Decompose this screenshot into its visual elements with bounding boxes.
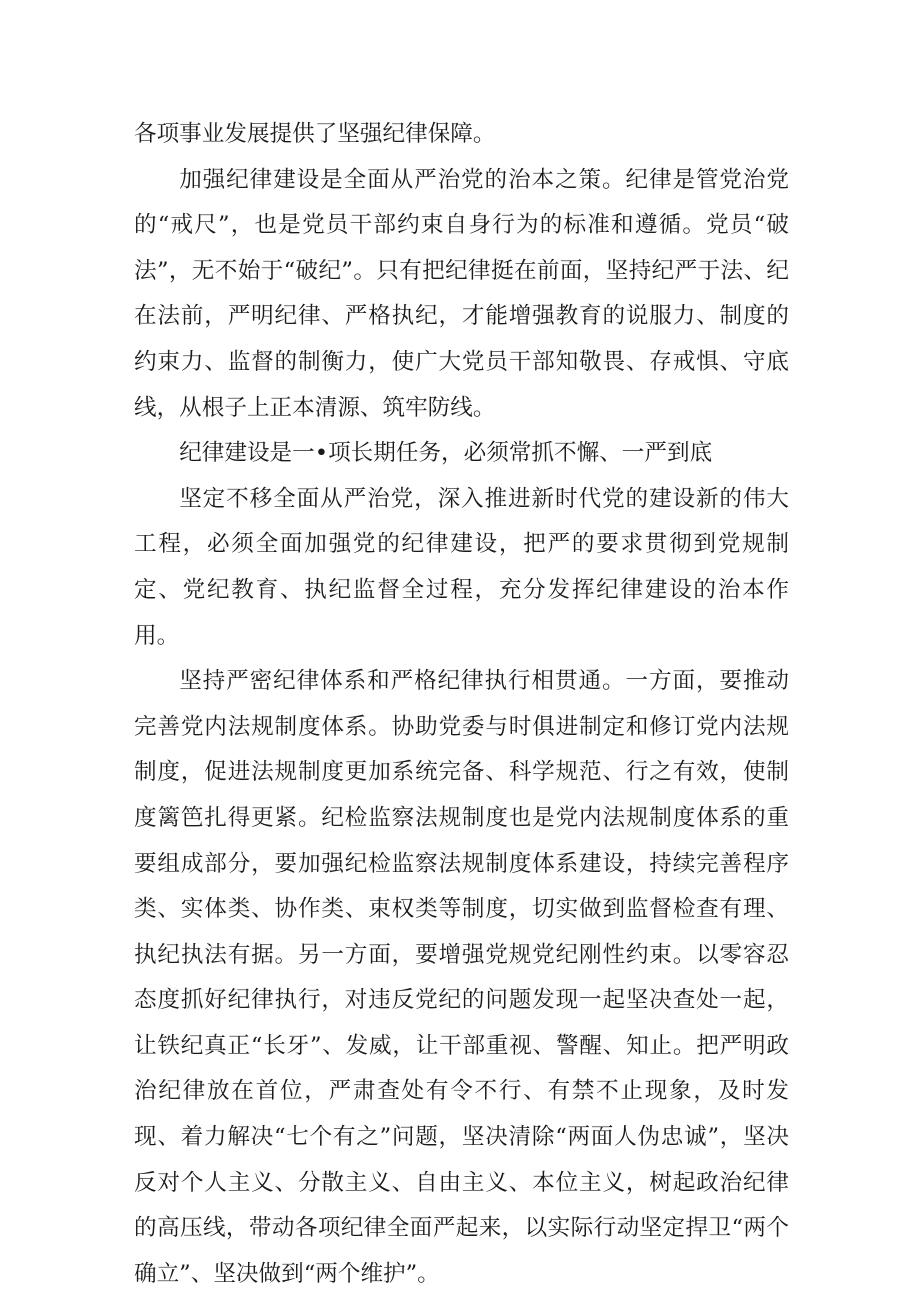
paragraph-discipline-policy: 加强纪律建设是全面从严治党的治本之策。纪律是管党治党的“戒尺”，也是党员干部约束自身行为的标准和遵循。党员“破法”，无不始于“破纪”。只有把纪律挺在前面，坚持纪严于法、纪在法前，严明纪律、严格执纪，才能增强教育的说服力、制度的约束力、监督的制衡力，使广大党员干部知敬畏、存戒惧、守底线，从根子上正本清源、筑牢防线。 xyxy=(134,166,789,421)
paragraph-party-building: 坚定不移全面从严治党，深入推进新时代党的建设新的伟大工程，必须全面加强党的纪律建设，把严的要求贯彻到党规制定、党纪教育、执纪监督全过程，充分发挥纪律建设的治本作用。 xyxy=(134,485,789,649)
paragraph-continuation: 各项事业发展提供了坚强纪律保障。 xyxy=(134,121,496,147)
section-heading: 纪律建设是一•项长期任务，必须常抓不懈、一严到底 xyxy=(179,440,713,467)
paragraph-discipline-system: 坚持严密纪律体系和严格纪律执行相贯通。一方面，要推动完善党内法规制度体系。协助党委与时俱进制定和修订党内法规制度，促进法规制度更加系统完备、科学规范、行之有效，使制度篱笆扎得更紧。纪检监察法规制度也是党内法规制度体系的重要组成部分，要加强纪检监察法规制度体系建设，持续完善程序类、实体类、协作类、束权类等制度，切实做到监督检查有理、执纪执法有据。另一方面，要增强党规党纪刚性约束。以零容忍态度抓好纪律执行，对违反党纪的问题发现一起坚决查处一起，让铁纪真正“长牙”、发威，让干部重视、警醒、知止。把严明政治纪律放在首位，严肃查处有令不行、有禁不止现象，及时发现、着力解决“七个有之”问题，坚决清除“两面人伪忠诚”，坚决反对个人主义、分散主义、自由主义、本位主义，树起政治纪律的高压线，带动各项纪律全面严起来，以实际行动坚定捍卫“两个确立”、坚决做到“两个维护”。 xyxy=(134,668,789,1287)
document-page xyxy=(134,112,789,1297)
